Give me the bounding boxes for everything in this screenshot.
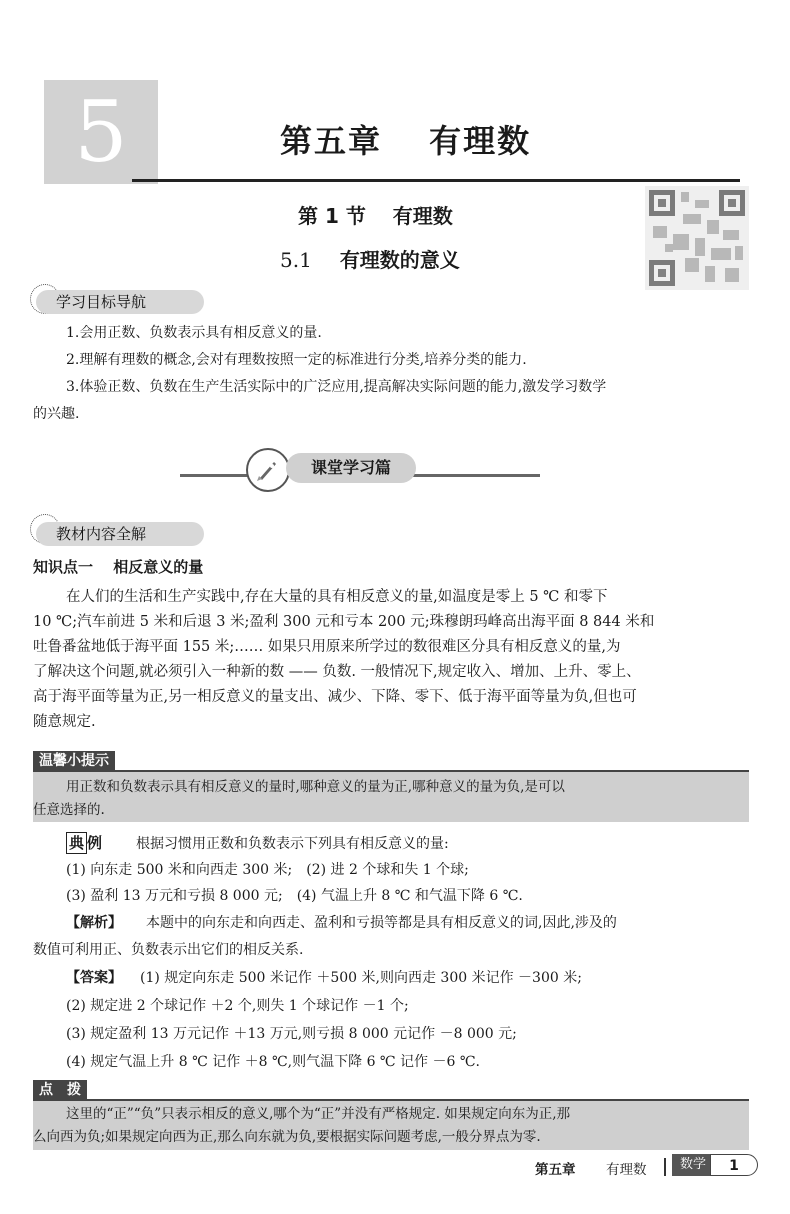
content-heading: 教材内容全解	[36, 522, 204, 546]
example-item: (1) 向东走 500 米和向西走 300 米; (2) 进 2 个球和失 1 个球;	[66, 862, 469, 878]
section-title: 第 1 节 有理数	[298, 204, 453, 228]
answer-line: (2) 规定进 2 个球记作 ＋2 个,则失 1 个球记作 －1 个;	[66, 998, 409, 1014]
section-banner: 课堂学习篇	[286, 453, 416, 483]
analysis-line: 数值可利用正、负数表示出它们的相反关系.	[33, 942, 304, 958]
tip-line: 任意选择的.	[33, 802, 105, 818]
footer-separator	[664, 1158, 666, 1176]
answer-label: 【答案】	[66, 970, 122, 986]
analysis-label: 【解析】	[66, 915, 122, 931]
objective-item: 1.会用正数、负数表示具有相反意义的量.	[66, 325, 322, 341]
tip-line: 用正数和负数表示具有相反意义的量时,哪种意义的量为正,哪种意义的量为负,是可以	[66, 779, 565, 795]
tip-label: 温馨小提示	[33, 751, 115, 772]
paragraph-line: 吐鲁番盆地低于海平面 155 米;…… 如果只用原来所学过的数很难区分具有相反意义的量,为	[33, 639, 621, 655]
rocket-icon	[246, 448, 290, 492]
paragraph-line: 随意规定.	[33, 714, 96, 730]
paragraph-line: 10 ℃;汽车前进 5 米和后退 3 米;盈利 300 元和亏本 200 元;珠穆朗玛峰高出海平面 8 844 米和	[33, 614, 655, 630]
paragraph-line: 在人们的生活和生产实践中,存在大量的具有相反意义的量,如温度是零上 5 ℃ 和零下	[66, 589, 608, 605]
paragraph-line: 了解决这个问题,就必须引入一种新的数 —— 负数. 一般情况下,规定收入、增加、上升、零上、	[33, 664, 641, 680]
example-label	[66, 832, 102, 854]
chapter-divider	[132, 179, 740, 182]
note-line: 这里的“正”“负”只表示相反的意义,哪个为“正”并没有严格规定. 如果规定向东为正,那	[66, 1106, 571, 1122]
example-prompt: 根据习惯用正数和负数表示下列具有相反意义的量:	[136, 836, 449, 852]
objective-item: 的兴趣.	[33, 406, 80, 422]
example-label-rest: 例	[87, 834, 103, 852]
answer-line: (3) 规定盈利 13 万元记作 ＋13 万元,则亏损 8 000 元记作 －8 000 元;	[66, 1026, 517, 1042]
subsection-title	[280, 244, 460, 273]
footer-title: 有理数	[606, 1162, 647, 1178]
footer-chapter: 第五章	[535, 1162, 576, 1178]
qr-code[interactable]	[645, 186, 749, 290]
footer-subject: 数学	[672, 1154, 726, 1176]
objective-item: 3.体验正数、负数在生产生活实际中的广泛应用,提高解决实际问题的能力,激发学习数学	[66, 379, 607, 395]
answer-line: (4) 规定气温上升 8 ℃ 记作 ＋8 ℃,则气温下降 6 ℃ 记作 －6 ℃.	[66, 1054, 480, 1070]
answer-line: (1) 规定向东走 500 米记作 ＋500 米,则向西走 300 米记作 －300 米;	[140, 970, 582, 986]
tip-rule	[33, 770, 749, 772]
objective-item: 2.理解有理数的概念,会对有理数按照一定的标准进行分类,培养分类的能力.	[66, 352, 527, 368]
example-item: (3) 盈利 13 万元和亏损 8 000 元; (4) 气温上升 8 ℃ 和气温下降 6 ℃.	[66, 888, 523, 904]
analysis-line: 本题中的向东走和向西走、盈利和亏损等都是具有相反意义的词,因此,涉及的	[146, 915, 617, 931]
knowledge-point-title: 知识点一 相反意义的量	[33, 558, 204, 576]
note-rule	[33, 1099, 749, 1101]
objectives-heading: 学习目标导航	[36, 290, 204, 314]
chapter-title: 第五章 有理数	[280, 122, 532, 160]
note-line: 么向西为负;如果规定向西为正,那么向东就为负,要根据实际问题考虑,一般分界点为零.	[33, 1129, 541, 1145]
example-label-box: 典	[66, 832, 87, 854]
page-number: 1	[710, 1154, 758, 1176]
subsection-number: 5.1	[280, 248, 312, 272]
note-label: 点 拨	[33, 1080, 87, 1101]
paragraph-line: 高于海平面等量为正,另一相反意义的量支出、减少、下降、零下、低于海平面等量为负,但也可	[33, 689, 637, 705]
subsection-name: 有理数的意义	[339, 248, 460, 272]
chapter-number: 5	[74, 83, 128, 181]
